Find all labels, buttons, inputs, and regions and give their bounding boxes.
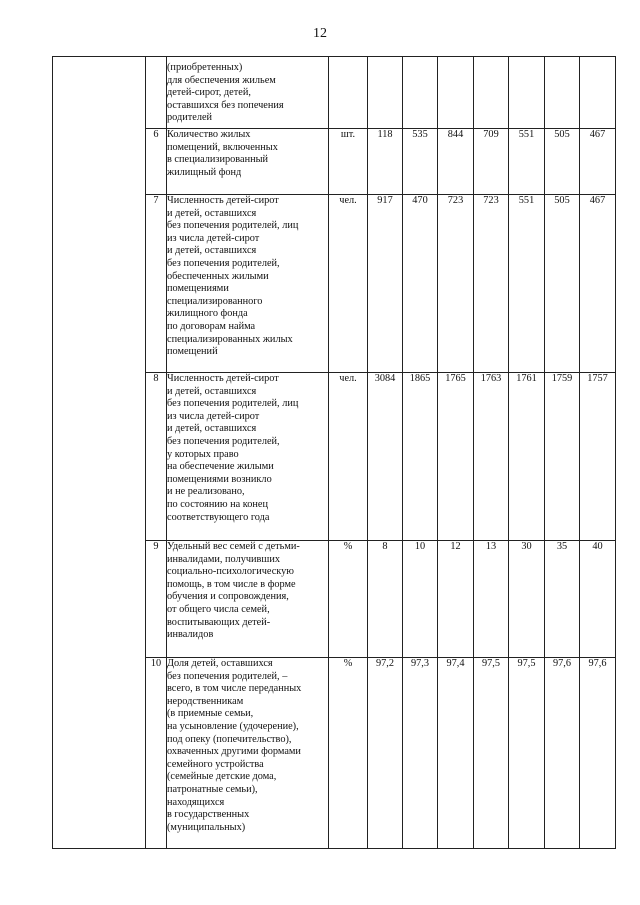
value-cell [474,57,509,129]
value-cell: 1761 [509,373,545,541]
row-number [146,57,167,129]
empty-left-column [53,57,146,849]
row-number: 7 [146,195,167,373]
value-cell [368,57,403,129]
value-cell: 709 [474,129,509,195]
value-cell: 917 [368,195,403,373]
value-cell: 97,6 [545,658,580,849]
value-cell: 40 [580,541,616,658]
value-cell: 467 [580,129,616,195]
value-cell: 13 [474,541,509,658]
value-cell: 97,4 [438,658,474,849]
row-unit [329,57,368,129]
value-cell: 30 [509,541,545,658]
value-cell: 723 [474,195,509,373]
value-cell [580,57,616,129]
value-cell: 97,6 [580,658,616,849]
value-cell: 505 [545,129,580,195]
value-cell: 723 [438,195,474,373]
row-number: 6 [146,129,167,195]
value-cell: 844 [438,129,474,195]
row-number: 9 [146,541,167,658]
value-cell: 1763 [474,373,509,541]
value-cell: 505 [545,195,580,373]
row-unit: чел. [329,373,368,541]
value-cell [438,57,474,129]
page-number: 12 [313,26,327,41]
value-cell: 118 [368,129,403,195]
value-cell: 97,2 [368,658,403,849]
value-cell: 467 [580,195,616,373]
value-cell: 97,5 [474,658,509,849]
value-cell: 97,5 [509,658,545,849]
value-cell: 1765 [438,373,474,541]
value-cell: 12 [438,541,474,658]
value-cell: 1865 [403,373,438,541]
indicators-table [52,56,616,849]
value-cell: 551 [509,129,545,195]
value-cell: 35 [545,541,580,658]
value-cell: 1757 [580,373,616,541]
row-number: 10 [146,658,167,849]
value-cell: 8 [368,541,403,658]
value-cell: 535 [403,129,438,195]
row-number: 8 [146,373,167,541]
value-cell: 97,3 [403,658,438,849]
row-description: Удельный вес семей с детьми- инвалидами, получивших социально-психологическую помощь, в том числе в форме обучения и сопровождения, от общего числа семей, воспитывающих детей- инвалидов [167,541,329,658]
row-description: Численность детей-сирот и детей, оставшихся без попечения родителей, лиц из числа детей-сирот и детей, оставшихся без попечения родителей, у которых право на обеспечение жилыми помещениями возникло и не реализовано, по состоянию на конец соответствующего года [167,373,329,541]
value-cell: 10 [403,541,438,658]
value-cell [545,57,580,129]
value-cell: 470 [403,195,438,373]
value-cell: 3084 [368,373,403,541]
value-cell [509,57,545,129]
table-row [53,57,616,129]
row-unit: % [329,658,368,849]
row-unit: чел. [329,195,368,373]
row-description: Доля детей, оставшихся без попечения родителей, – всего, в том числе переданных неродственникам (в приемные семьи, на усыновление (удочерение), под опеку (попечительство), охваченных другими формами семейного устройства (семейные детские дома, патронатные семьи), находящихся в государственных (муниципальных) [167,658,329,849]
row-unit: шт. [329,129,368,195]
row-description: Количество жилых помещений, включенных в специализированный жилищный фонд [167,129,329,195]
row-unit: % [329,541,368,658]
value-cell: 551 [509,195,545,373]
row-description: (приобретенных) для обеспечения жильем детей-сирот, детей, оставшихся без попечения родителей [167,57,329,129]
value-cell: 1759 [545,373,580,541]
row-description: Численность детей-сирот и детей, оставшихся без попечения родителей, лиц из числа детей-сирот и детей, оставшихся без попечения родителей, обеспеченных жилыми помещениями специализированного жилищного фонда по договорам найма специализированных жилых помещений [167,195,329,373]
value-cell [403,57,438,129]
